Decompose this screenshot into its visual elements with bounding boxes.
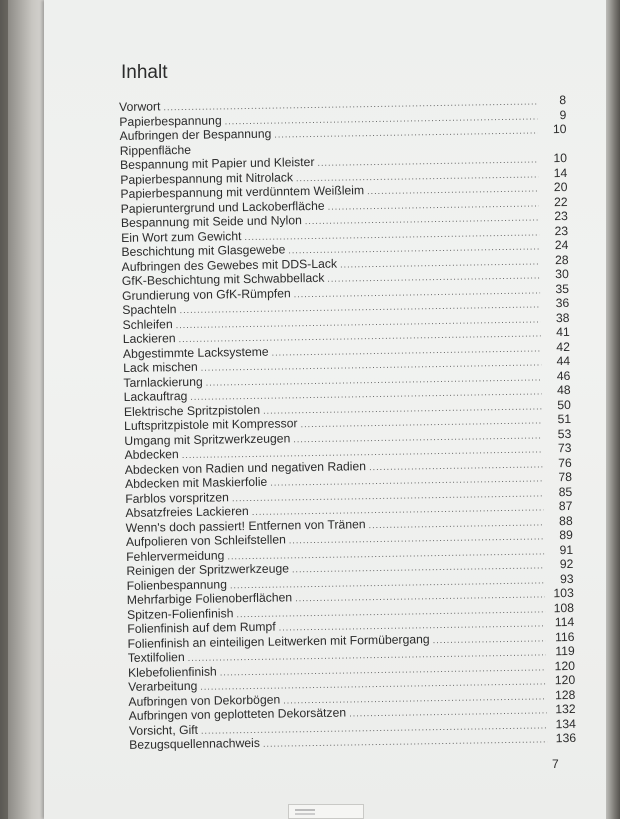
toc-entry-title: Farblos vorspritzen [125, 489, 229, 506]
toc-entry-page: 10 [552, 121, 567, 137]
toc-entry-page: 85 [558, 484, 573, 499]
toc-entry-page: 48 [556, 382, 571, 398]
toc-entry-page: 24 [554, 237, 569, 253]
toc-entry-page: 78 [558, 469, 573, 485]
toc-entry-title: Umgang mit Spritzwerkzeugen [124, 430, 291, 448]
toc-entry-page: 22 [553, 194, 568, 209]
previous-page-edge [8, 0, 48, 819]
toc-entry-page: 10 [553, 150, 568, 166]
toc-entry-page: 41 [556, 324, 570, 340]
toc-entry-page: 132 [555, 701, 576, 717]
toc-entry-page: 20 [553, 179, 568, 195]
toc-entry-title: Folienfinish auf dem Rumpf [127, 619, 276, 636]
table-of-contents [119, 93, 576, 752]
toc-entry-page: 30 [555, 266, 569, 282]
toc-entry-page: 51 [557, 411, 572, 427]
toc-entry-title: Beschichtung mit Glasgewebe [121, 242, 286, 259]
page-title: Inhalt [121, 62, 168, 83]
toc-entry-page: 23 [554, 223, 569, 238]
toc-entry-title: Aufbringen von geplotteten Dekorsätzen [128, 705, 347, 723]
toc-entry-title: Aufbringen des Gewebes mit DDS-Lack [121, 256, 338, 274]
toc-entry-page: 103 [553, 585, 574, 601]
toc-entry-title: Mehrfarbige Folienoberflächen [126, 590, 293, 607]
toc-entry-page: 14 [553, 165, 568, 180]
toc-entry-title: Verarbeitung [128, 678, 198, 694]
toc-entry-title: Aufbringen von Dekorbögen [128, 692, 281, 709]
toc-entry-title: Spachteln [122, 302, 177, 317]
toc-entry-title: Absatzfreies Lackieren [125, 504, 249, 520]
toc-entry-title: Lackieren [122, 331, 176, 346]
toc-entry-page: 28 [554, 252, 569, 267]
toc-entry-title: Bespannung mit Seide und Nylon [120, 213, 302, 230]
toc-entry-title: Elektrische Spritzpistolen [123, 402, 261, 419]
toc-entry-title: Papierbespannung mit Nitrolack [120, 169, 294, 187]
toc-entry-page: 93 [559, 571, 574, 586]
toc-entry-page: 108 [553, 600, 575, 615]
toc-entry-page: 91 [559, 542, 574, 557]
toc-entry-title: Abdecken mit Maskierfolie [124, 474, 268, 491]
toc-entry-title: Klebefolienfinish [127, 664, 217, 680]
page-right-shadow [606, 0, 620, 819]
page-number: 7 [552, 757, 559, 771]
toc-entry-title: Papierbespannung [119, 112, 222, 129]
toc-entry-page: 42 [556, 339, 571, 354]
toc-entry-title: Papierbespannung mit verdünntem Weißleim [120, 183, 365, 201]
toc-entry-title: Aufpolieren von Schleifstellen [125, 532, 286, 549]
toc-entry-title: Bespannung mit Papier und Kleister [119, 154, 315, 172]
toc-entry-page: 114 [554, 614, 575, 630]
library-sticker [288, 804, 364, 819]
toc-entry-title: Grundierung von GfK-Rümpfen [121, 285, 291, 303]
toc-entry-page: 120 [554, 658, 576, 673]
toc-entry-page: 23 [554, 208, 568, 224]
toc-entry-title: Schleifen [122, 316, 173, 332]
toc-entry-title: Vorsicht, Gift [128, 722, 199, 738]
toc-entry-page: 134 [555, 716, 576, 731]
toc-entry-page: 87 [558, 498, 573, 514]
toc-entry-page: 44 [556, 353, 571, 369]
toc-entry-title: Lack mischen [123, 359, 198, 375]
toc-entry-page: 73 [557, 440, 572, 456]
toc-entry-page: 120 [554, 672, 576, 688]
toc-entry-page: 89 [559, 527, 573, 543]
toc-entry-page: 36 [555, 295, 570, 311]
toc-entry-title: Folienfinish an einteiligen Leitwerken mit Formübergang [127, 631, 430, 651]
toc-entry-title: Tarnlackierung [123, 374, 203, 390]
toc-entry-page: 76 [558, 455, 572, 470]
toc-entry-page: 116 [554, 629, 575, 644]
toc-entry-title: Ein Wort zum Gewicht [121, 228, 242, 245]
toc-entry-title: Fehlervermeidung [126, 547, 225, 564]
toc-entry-page: 119 [555, 643, 575, 659]
toc-entry-title: Abdecken von Radien und negativen Radien [124, 458, 367, 477]
toc-entry-title: Luftspritzpistole mit Kompressor [124, 416, 298, 433]
toc-entry-title: Textilfolien [127, 650, 185, 665]
toc-entry-title: Spitzen-Folienfinish [126, 605, 234, 622]
toc-entry-title: Abdecken [124, 447, 179, 462]
toc-entry-title: GfK-Beschichtung mit Schwabbellack [121, 270, 325, 288]
toc-entry-page: 128 [554, 687, 576, 702]
toc-entry-title: Lackauftrag [123, 388, 188, 404]
toc-entry-title: Reinigen der Spritzwerkzeuge [126, 561, 290, 578]
toc-entry-title: Wenn's doch passiert! Entfernen von Tränen [125, 516, 366, 535]
toc-entry-title: Abgestimmte Lacksysteme [122, 344, 269, 361]
toc-entry-page: 136 [555, 730, 577, 746]
toc-entry-page: 46 [556, 368, 571, 383]
toc-entry-title: Vorwort [119, 99, 161, 114]
toc-entry-page: 88 [558, 513, 573, 528]
toc-entry-page: 53 [557, 426, 572, 441]
toc-entry-page: 92 [559, 556, 574, 572]
toc-entry-page: 38 [555, 310, 570, 325]
toc-entry-title: Papieruntergrund und Lackoberfläche [120, 198, 325, 216]
toc-entry-title: Aufbringen der Bespannung [119, 126, 272, 143]
toc-entry-page: 8 [559, 92, 567, 108]
toc-entry-title: Rippenfläche [119, 142, 192, 158]
toc-entry-title: Bezugsquellennachweis [129, 735, 261, 752]
toc-entry-page: 50 [557, 397, 571, 412]
toc-entry-title: Folienbespannung [126, 576, 228, 593]
toc-entry-page: 35 [555, 281, 570, 296]
toc-entry-page: 9 [559, 107, 567, 122]
